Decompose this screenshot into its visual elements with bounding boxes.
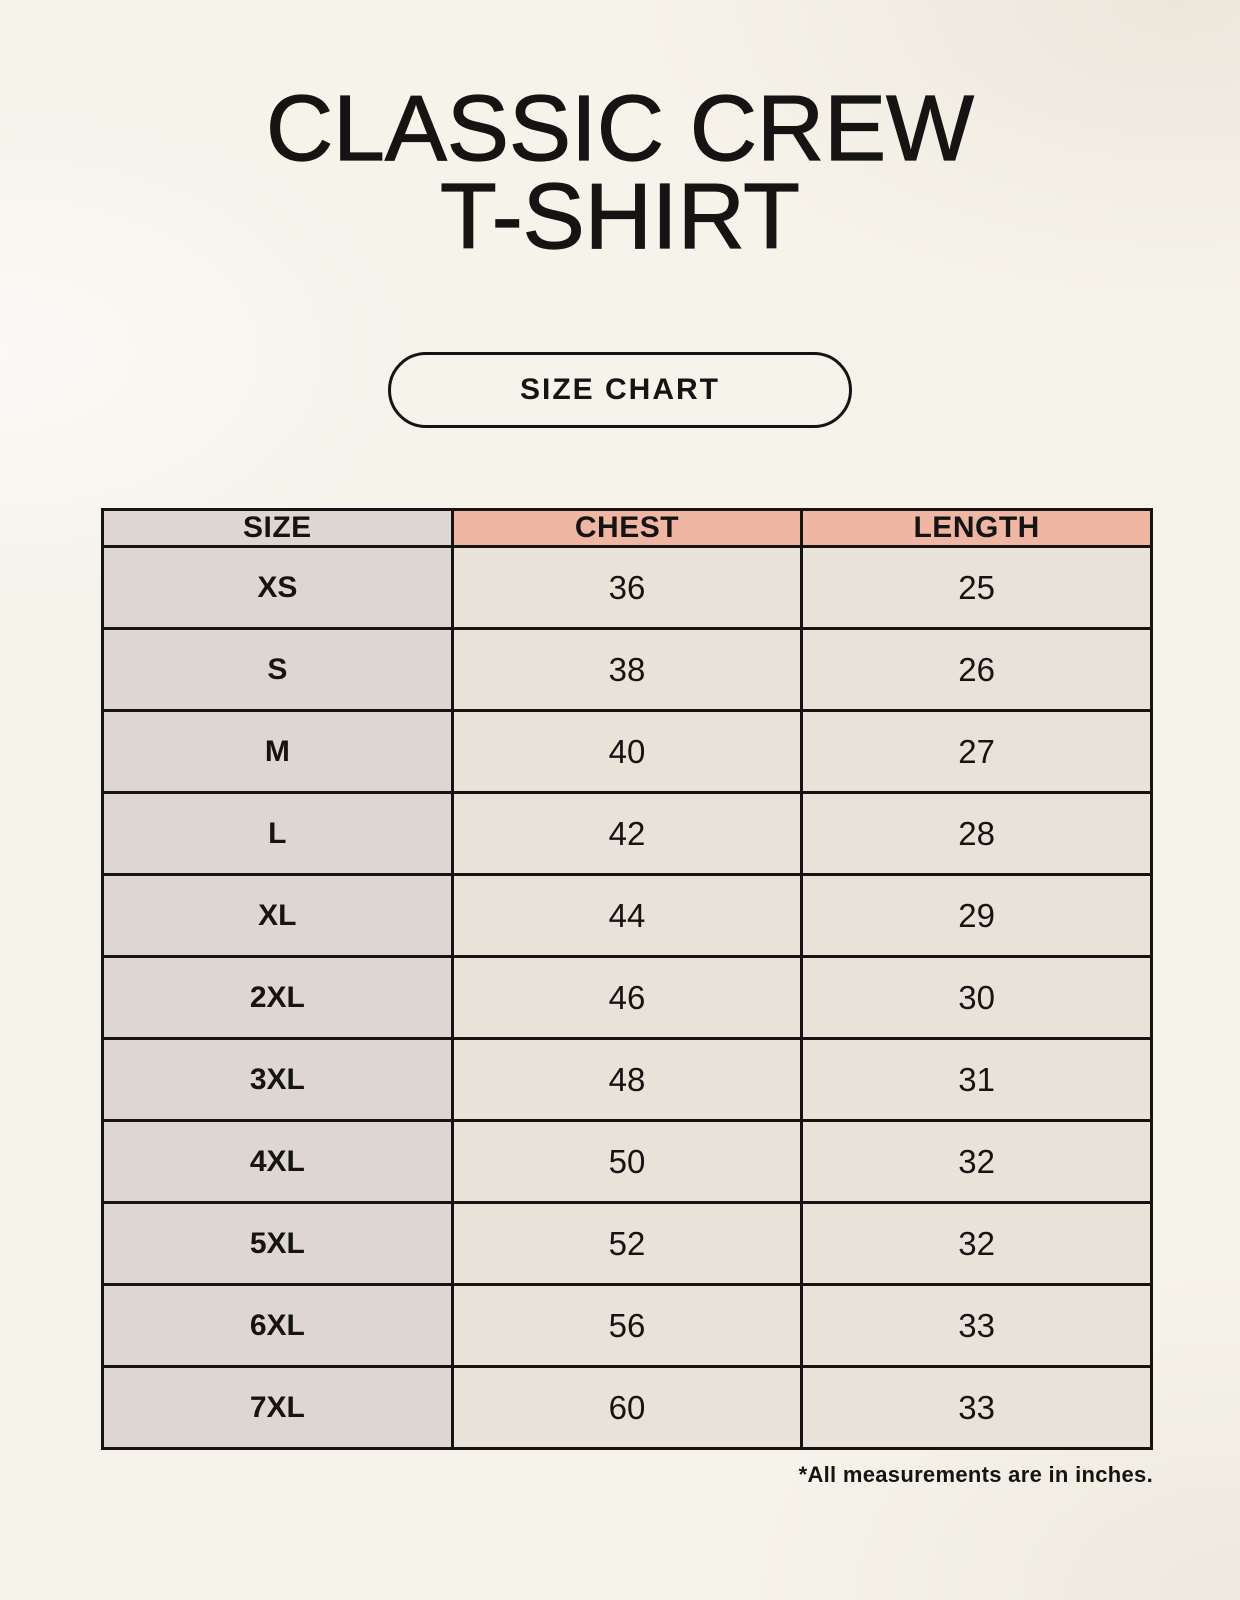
table-row xyxy=(103,875,1152,957)
length-value-cell: 31 xyxy=(802,1039,1152,1121)
chest-value-cell: 48 xyxy=(452,1039,802,1121)
page-title xyxy=(0,0,1240,268)
length-value-cell: 28 xyxy=(802,793,1152,875)
size-label-cell: L xyxy=(103,793,453,875)
chest-value-cell: 50 xyxy=(452,1121,802,1203)
table-row xyxy=(103,957,1152,1039)
length-value-cell: 30 xyxy=(802,957,1152,1039)
table-header-cell-size: SIZE xyxy=(103,510,453,547)
length-value-cell: 33 xyxy=(802,1285,1152,1367)
size-label-cell: 5XL xyxy=(103,1203,453,1285)
length-value-cell: 27 xyxy=(802,711,1152,793)
length-value-cell: 26 xyxy=(802,629,1152,711)
length-value-cell: 25 xyxy=(802,547,1152,629)
size-chart-badge-label: SIZE CHART xyxy=(520,373,720,406)
table-row xyxy=(103,793,1152,875)
length-value-cell: 32 xyxy=(802,1203,1152,1285)
size-label-cell: 3XL xyxy=(103,1039,453,1121)
size-label-cell: XL xyxy=(103,875,453,957)
size-label-cell: 7XL xyxy=(103,1367,453,1449)
size-label-cell: M xyxy=(103,711,453,793)
size-table xyxy=(101,508,1153,1450)
chest-value-cell: 42 xyxy=(452,793,802,875)
table-header-cell-length: LENGTH xyxy=(802,510,1152,547)
table-header-row xyxy=(103,510,1152,547)
chest-value-cell: 36 xyxy=(452,547,802,629)
table-row xyxy=(103,1039,1152,1121)
size-label-cell: 6XL xyxy=(103,1285,453,1367)
chest-value-cell: 38 xyxy=(452,629,802,711)
size-chart-badge xyxy=(388,352,852,428)
table-row xyxy=(103,547,1152,629)
measurements-footnote: *All measurements are in inches. xyxy=(798,1462,1153,1487)
chest-value-cell: 52 xyxy=(452,1203,802,1285)
chest-value-cell: 40 xyxy=(452,711,802,793)
chest-value-cell: 44 xyxy=(452,875,802,957)
length-value-cell: 32 xyxy=(802,1121,1152,1203)
size-label-cell: XS xyxy=(103,547,453,629)
chest-value-cell: 46 xyxy=(452,957,802,1039)
page-title-line-2: T-SHIRT xyxy=(440,164,800,268)
page-title-line-1: CLASSIC CREW xyxy=(266,76,974,180)
table-row xyxy=(103,711,1152,793)
length-value-cell: 33 xyxy=(802,1367,1152,1449)
table-row xyxy=(103,1367,1152,1449)
table-header-cell-chest: CHEST xyxy=(452,510,802,547)
length-value-cell: 29 xyxy=(802,875,1152,957)
size-label-cell: S xyxy=(103,629,453,711)
size-label-cell: 4XL xyxy=(103,1121,453,1203)
table-row xyxy=(103,1121,1152,1203)
chest-value-cell: 56 xyxy=(452,1285,802,1367)
size-label-cell: 2XL xyxy=(103,957,453,1039)
table-row xyxy=(103,629,1152,711)
table-row xyxy=(103,1203,1152,1285)
table-row xyxy=(103,1285,1152,1367)
chest-value-cell: 60 xyxy=(452,1367,802,1449)
